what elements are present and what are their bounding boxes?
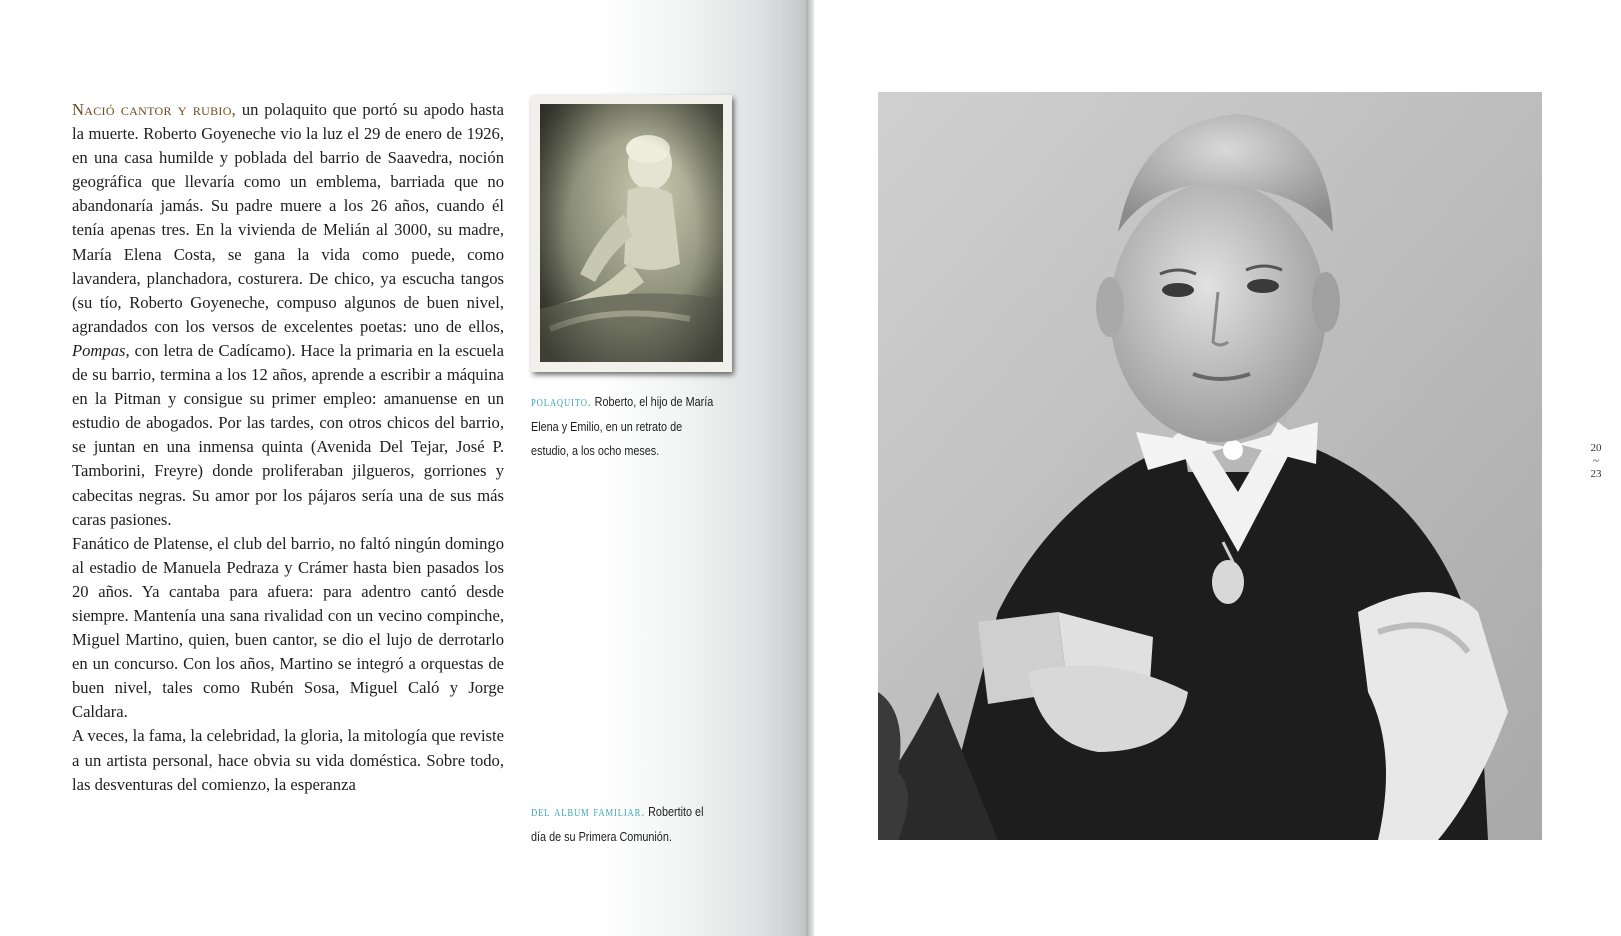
body-text <box>72 98 504 797</box>
caption-lead: del album familiar. <box>531 805 646 820</box>
caption-lead: polaquito. <box>531 395 592 410</box>
communion-photo <box>878 92 1542 840</box>
communion-photo-image <box>878 92 1542 840</box>
paragraph-3: A veces, la fama, la celebridad, la gloria, la mitología que reviste a un artista personal, hace obvia su vida doméstica. Sobre todo, las desventuras del comienzo, la esperanza <box>72 726 504 794</box>
paragraph-2: Fanático de Platense, el club del barrio, no faltó ningún domingo al estadio de Manuela Pedraza y Crámer hasta bien pasados los 20 años. Ya cantaba para afuera: para adentro cantó desde siempre. Mantenía una sana rivalidad con un vecino compinche, Miguel Martino, quien, buen cantor, se dio el lujo de derrotarlo en un concurso. Con los años, Martino se integró a orquestas de buen nivel, tales como Rubén Sosa, Miguel Caló y Jorge Caldara. <box>72 533 504 722</box>
page-numbers <box>1582 442 1610 481</box>
baby-photo-image <box>540 104 723 362</box>
lead-in: Nació cantor y rubio, <box>72 100 237 119</box>
page-number-left: 20 <box>1590 442 1602 454</box>
caption-communion-photo: del album familiar. Robertito el día de su Primera Comunión. <box>531 805 704 844</box>
baby-photo-frame <box>531 95 732 372</box>
book-spine <box>806 0 814 936</box>
song-title: Pompas <box>72 340 126 360</box>
paragraph-1: Nació cantor y rubio, un polaquito que portó su apodo hasta la muerte. Roberto Goyeneche vio la luz el 29 de enero de 1926, en una casa humilde y poblada del barrio de Saavedra, noción geográfica que llevaría como un emblema, barriada que no abandonaría jamás. Su padre muere a los 26 años, cuando él tenía apenas tres. En la vivienda de Melián al 3000, su madre, María Elena Costa, se gana la vida como puede, como lavandera, planchadora, costurera. De chico, ya escucha tangos (su tío, Roberto Goyeneche, compuso algunos de buen nivel, agrandados con los versos de excelentes poetas: uno de ellos, Pompas, con letra de Cadícamo). Hace la primaria en la escuela de su barrio, termina a los 12 años, aprende a escribir a máquina en la Pitman y consigue su primer empleo: amanuense en un estudio de abogados. Por las tardes, con otros chicos del barrio, se juntan en una inmensa quinta (Avenida Del Tejar, José P. Tamborini, Freyre) donde proliferaban jilgueros, gorriones y cabecitas negras. Su amor por los pájaros sería una de sus más caras pasiones. <box>72 100 504 529</box>
caption-baby-photo: polaquito. Roberto, el hijo de María Elena y Emilio, en un retrato de estudio, a los ocho meses. <box>531 395 714 458</box>
page-number-right: 23 <box>1590 468 1602 480</box>
page-number-separator: ~ <box>1593 455 1599 467</box>
baby-photo <box>540 104 723 362</box>
